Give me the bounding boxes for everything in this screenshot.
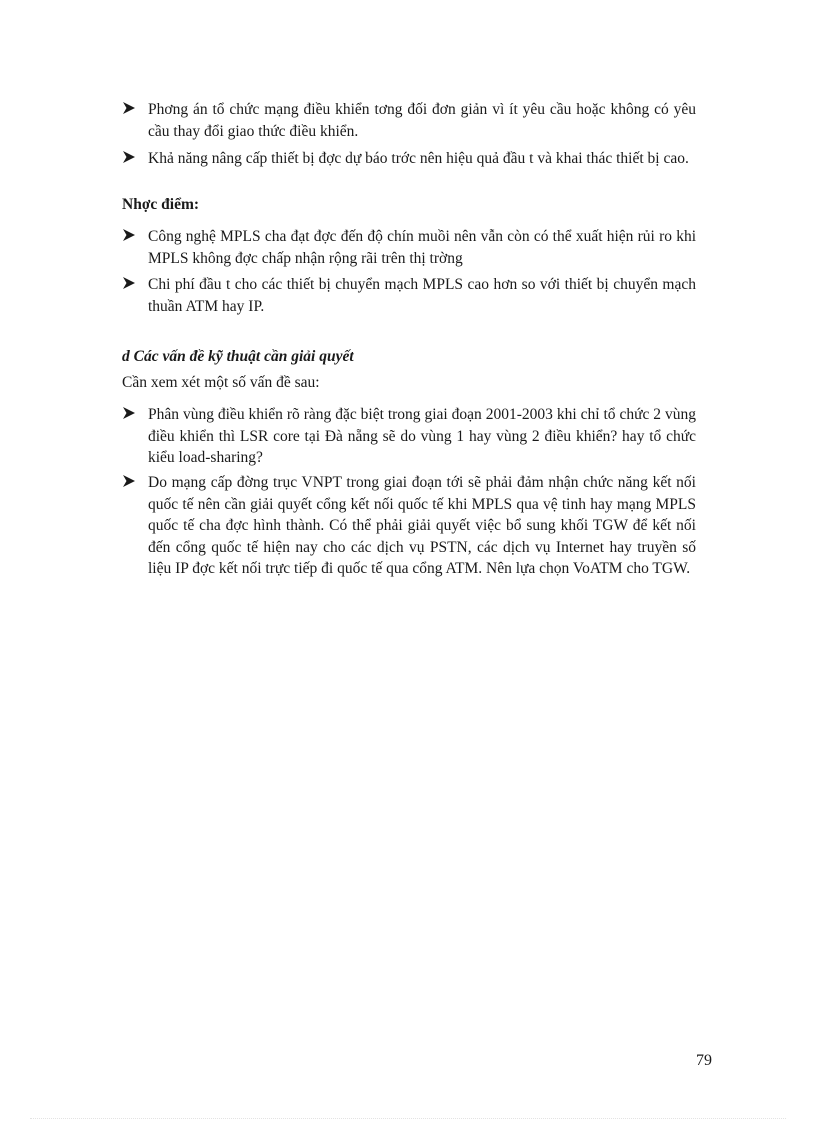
arrowhead-bullet-icon xyxy=(122,228,136,242)
issue-item xyxy=(122,472,696,580)
arrowhead-bullet-icon xyxy=(122,101,136,115)
disadvantage-text: Công nghệ MPLS cha đạt đợc đến độ chín muồi nên vẫn còn có thể xuất hiện rủi ro khi MPLS không đợc chấp nhận rộng rãi trên thị trờng xyxy=(148,228,696,267)
advantage-item xyxy=(122,148,696,170)
page-number: 79 xyxy=(696,1052,712,1069)
issue-text: Phân vùng điều khiển rõ ràng đặc biệt trong giai đoạn 2001-2003 khi chỉ tổ chức 2 vùng điều khiển thì LSR core tại Đà nẵng sẽ do vùng 1 hay vùng 2 điều khiển? hay tổ chức kiểu load-sharing? xyxy=(148,406,696,466)
arrowhead-bullet-icon xyxy=(122,406,136,420)
page-bottom-divider xyxy=(30,1118,786,1119)
disadvantage-item xyxy=(122,274,696,317)
advantage-item xyxy=(122,99,696,142)
advantage-text: Khả năng nâng cấp thiết bị đợc dự báo trớc nên hiệu quả đầu t và khai thác thiết bị cao. xyxy=(148,150,689,167)
issue-text: Do mạng cấp đờng trục VNPT trong giai đoạn tới sẽ phải đảm nhận chức năng kết nối quốc tế nên cần giải quyết cổng kết nối quốc tế khi MPLS qua vệ tinh hay mạng MPLS quốc tế cha đợc hình thành. Có thể phải giải quyết việc bổ sung khối TGW để kết nối đến cổng quốc tế hiện nay cho các dịch vụ PSTN, các dịch vụ Internet hay truyền số liệu IP đợc kết nối trực tiếp đi quốc tế qua cổng ATM. Nên lựa chọn VoATM cho TGW. xyxy=(148,474,696,577)
disadvantages-heading: Nhợc điểm: xyxy=(122,196,200,213)
disadvantage-text: Chi phí đầu t cho các thiết bị chuyển mạch MPLS cao hơn so với thiết bị chuyển mạch thuần ATM hay IP. xyxy=(148,276,696,315)
disadvantage-item xyxy=(122,226,696,269)
section-intro: Cần xem xét một số vấn đề sau: xyxy=(122,374,320,391)
issue-item xyxy=(122,404,696,469)
advantage-text: Phơng án tổ chức mạng điều khiển tơng đối đơn giản vì ít yêu cầu hoặc không có yêu cầu thay đổi giao thức điều khiển. xyxy=(148,101,696,140)
arrowhead-bullet-icon xyxy=(122,276,136,290)
arrowhead-bullet-icon xyxy=(122,474,136,488)
section-heading: d Các vấn đề kỹ thuật cần giải quyết xyxy=(122,348,354,365)
arrowhead-bullet-icon xyxy=(122,150,136,164)
